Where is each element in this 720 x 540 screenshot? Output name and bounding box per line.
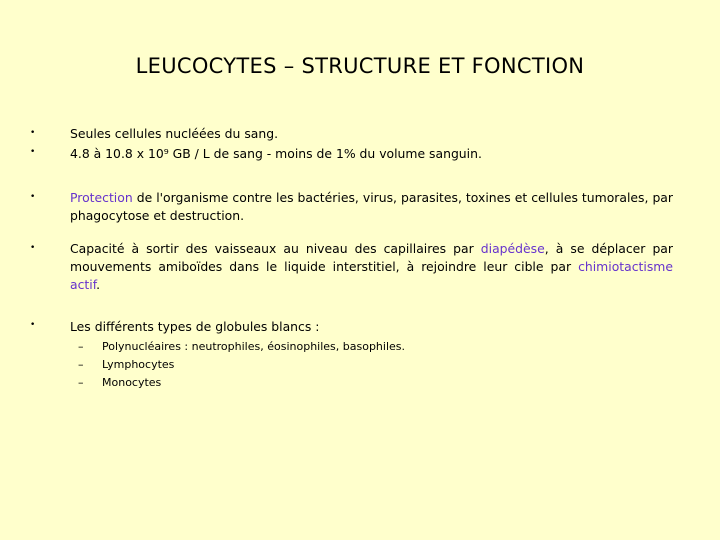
bullet-text-1: Seules cellules nucléées du sang. [70, 126, 279, 141]
dash-marker: – [78, 340, 84, 353]
bullet-text-3-rest: de l'organisme contre les bactéries, virus, parasites, toxines et cellules tumorales, par phagocytose et destruction. [70, 190, 673, 223]
highlight-diapedese: diapédèse [480, 241, 545, 256]
highlight-chimiotactisme: chimiotactisme actif [70, 259, 673, 292]
bullet-text-4-c: . [96, 277, 101, 292]
bullet-marker: • [30, 147, 36, 157]
dash-marker: – [78, 358, 84, 371]
subitem-lymphocytes: Lymphocytes [102, 358, 175, 371]
bullet-text-3 [70, 189, 673, 225]
bullet-text-4-b: , à se déplacer par mouvements amiboïdes dans le liquide interstitiel, à rejoindre leur cible par [70, 241, 673, 274]
slide-title: LEUCOCYTES – STRUCTURE ET FONCTION [135, 54, 585, 78]
subitem-monocytes: Monocytes [102, 376, 162, 389]
subitem-polynucleaires: Polynucléaires : neutrophiles, éosinophiles, basophiles. [102, 340, 406, 353]
bullet-marker: • [30, 243, 36, 253]
bullet-text-2: 4.8 à 10.8 x 10⁹ GB / L de sang - moins de 1% du volume sanguin. [70, 146, 482, 161]
bullet-marker: • [30, 192, 36, 202]
dash-marker: – [78, 376, 84, 389]
highlight-protection: Protection [70, 190, 133, 205]
bullet-text-4 [70, 240, 673, 294]
bullet-text-4-a: Capacité à sortir des vaisseaux au niveau des capillaires par [70, 241, 481, 256]
bullet-marker: • [30, 128, 36, 138]
bullet-text-5: Les différents types de globules blancs : [70, 319, 320, 334]
bullet-marker: • [30, 320, 36, 330]
